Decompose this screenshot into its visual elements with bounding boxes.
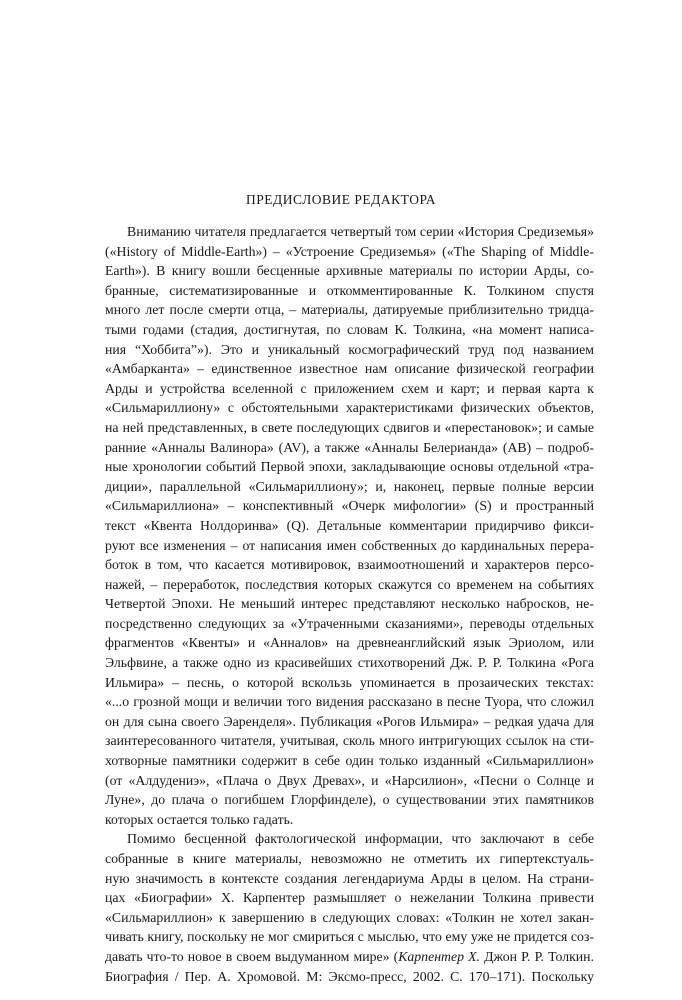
text-line: «Сильмариллион» к завершению в следующих словах: «Толкин не хотел закан- — [105, 909, 594, 925]
text-line: он для сына своего Эаренделя». Публикация «Рогов Ильмира» – редкая удача для — [105, 713, 594, 729]
text-line: Эльфвине, а также одно из красивейших стихотворений Дж. Р. Р. Толкина «Рога — [105, 655, 594, 671]
text-line: Earth»). В книгу вошли бесценные архивные материалы по истории Арды, со- — [105, 263, 594, 279]
text-line: Помимо бесценной фактологической информации, что заключают в себе — [127, 831, 594, 847]
text-line: диции», параллельной «Сильмариллиону»; и, наконец, первые полные версии — [105, 478, 594, 494]
text-line: заинтересованного читателя, учитывая, сколь много интригующих ссылок на сти- — [105, 733, 594, 749]
body-text — [105, 222, 594, 986]
text-line — [105, 947, 594, 967]
text-line: текст «Квента Нолдоринва» (Q). Детальные комментарии придирчиво фикси- — [105, 517, 594, 533]
author-citation: Карпентер Х. — [398, 948, 481, 964]
page-title: ПРЕДИСЛОВИЕ РЕДАКТОРА — [246, 192, 436, 207]
text-line: хотворные памятники содержит в себе один только изданный «Сильмариллион» — [105, 753, 594, 769]
text-line: на ней представленных, в свете последующих сдвигов и «перестановок»; и самые — [105, 419, 594, 435]
text-line: («History of Middle-Earth») – «Устроение Средиземья» («The Shaping of Middle- — [105, 243, 594, 259]
text-line: Биография / Пер. А. Хромовой. М: Эксмо-пресс, 2002. С. 170–171). Поскольку — [105, 968, 594, 984]
text-line: Четвертой Эпохи. Не меньший интерес представляют несколько набросков, не- — [105, 596, 594, 612]
text-line: ные хронологии событий Первой эпохи, закладывающие основы отдельной «тра- — [105, 459, 594, 475]
text-line: тыми годами (стадия, достигнутая, по словам К. Толкина, «на момент написа- — [105, 321, 594, 337]
text-line: боток в том, что касается мотивировок, взаимоотношений и характеров персо- — [105, 557, 594, 573]
text-line: нажей, – переработок, последствия которых скажутся со временем на событиях — [105, 576, 594, 592]
paragraph-1 — [105, 222, 594, 829]
text-fragment: Джон Р. Р. Толкин. — [480, 948, 595, 964]
text-line: ную значимость в контексте создания легендариума Арды в целом. На страни- — [105, 870, 594, 886]
text-line: Ильмира» – песнь, о которой вскользь упоминается в прозаических текстах: — [105, 674, 594, 690]
text-line: Вниманию читателя предлагается четвертый том серии «История Средиземья» — [127, 224, 594, 239]
text-line: «Сильмариллиону» с обстоятельными характеристиками физических объектов, — [105, 400, 594, 416]
text-line: чивать книгу, поскольку не мог смириться с мыслью, что ему уже не придется соз- — [105, 929, 594, 945]
text-line: ния “Хоббита”»). Это и уникальный космографический труд под названием — [105, 341, 594, 357]
text-line: которых остается только гадать. — [105, 811, 294, 827]
text-line: фрагментов «Квенты» и «Анналов» на древнеанглийский язык Эриолом, или — [105, 635, 594, 651]
text-fragment: давать что-то новое в своем выдуманном мире» ( — [105, 948, 399, 964]
text-line: «Амбарканта» – единственное известное нам описание физической географии — [105, 361, 594, 377]
text-line: «Сильмариллиона» – конспективный «Очерк мифологии» (S) и пространный — [105, 498, 594, 514]
text-line: руют все изменения – от написания имен собственных до кардинальных перера- — [105, 537, 594, 553]
paragraph-2 — [105, 829, 594, 986]
text-line: «...о грозной мощи и величии того видения рассказано в песне Туора, что сложил — [105, 694, 594, 710]
text-line: (от «Алдудениэ», «Плача о Двух Древах», и «Нарсилион», «Песни о Солнце и — [105, 772, 594, 788]
text-line: посредственно следующих за «Утраченными сказаниями», переводы отдельных — [105, 615, 594, 631]
text-line: много лет после смерти отца, – материалы, датируемые приблизительно тридца- — [105, 302, 594, 318]
text-line: цах «Биографии» Х. Карпентер размышляет о нежелании Толкина привести — [105, 890, 594, 906]
text-line: собранные в книге материалы, невозможно не отметить их гипертекстуаль- — [105, 851, 594, 866]
text-line: Арды и устройства вселенной с приложением схем и карт; и первая карта к — [105, 380, 594, 396]
text-line: Луне», до плача о погибшем Глорфинделе), о существовании этих памятников — [105, 792, 594, 808]
text-line: ранние «Анналы Валинора» (AV), а также «Анналы Белерианда» (AB) – подроб- — [105, 439, 594, 455]
text-line: бранные, систематизированные и откомментированные К. Толкином спустя — [105, 282, 594, 298]
